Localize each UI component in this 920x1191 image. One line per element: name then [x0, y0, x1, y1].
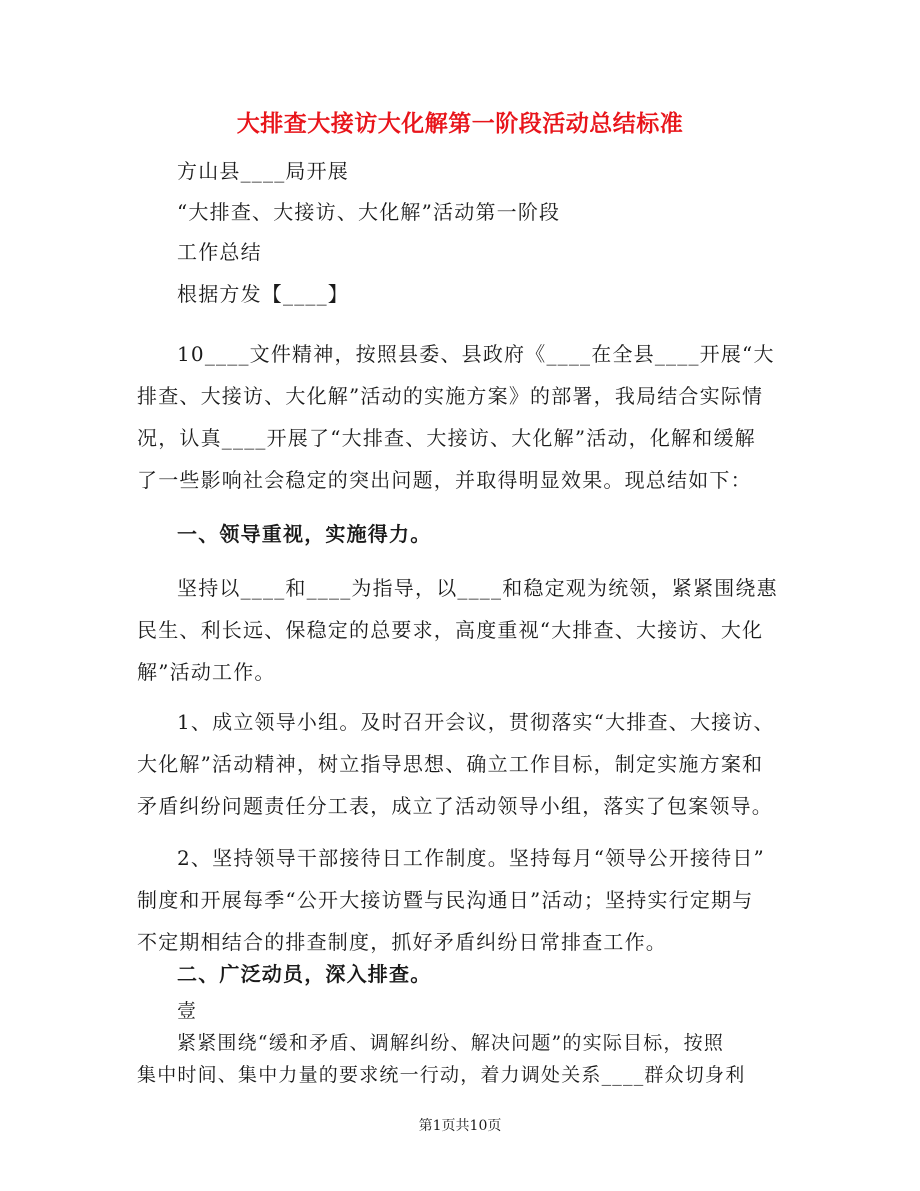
paragraph-line: 2、坚持领导干部接待日工作制度。坚持每月“领导公开接待日”: [177, 846, 765, 870]
paragraph-line: 1、成立领导小组。及时召开会议，贯彻落实“大排查、大接访、: [177, 710, 775, 734]
paragraph-line: 大化解”活动精神，树立指导思想、确立工作目标，制定实施方案和: [137, 752, 764, 776]
section-heading: 一、领导重视，实施得力。: [177, 522, 432, 546]
paragraph-line: 根据方发【____】: [177, 282, 349, 306]
paragraph-line: “大排查、大接访、大化解”活动第一阶段: [177, 200, 561, 224]
paragraph-line: 解”活动工作。: [137, 660, 276, 684]
paragraph-line: 矛盾纠纷问题责任分工表，成立了活动领导小组，落实了包案领导。: [137, 794, 773, 818]
paragraph-line: 不定期相结合的排查制度，抓好矛盾纠纷日常排查工作。: [137, 930, 667, 954]
page-footer: 第1页共10页: [418, 1118, 502, 1134]
paragraph-line: 工作总结: [177, 240, 262, 264]
paragraph-line: 10____文件精神，按照县委、县政府《____在全县____开展“大: [177, 342, 775, 366]
paragraph-line: 制度和开展每季“公开大接访暨与民沟通日”活动；坚持实行定期与: [137, 888, 754, 912]
page-title: 大排查大接访大化解第一阶段活动总结标准: [236, 111, 684, 137]
paragraph-line: 坚持以____和____为指导，以____和稳定观为统领，紧紧围绕惠: [177, 576, 778, 600]
paragraph-line: 集中时间、集中力量的要求统一行动，着力调处关系____群众切身利: [137, 1064, 746, 1086]
paragraph-line: 方山县____局开展: [177, 159, 349, 183]
paragraph-line: 民生、利长远、保稳定的总要求，高度重视“大排查、大接访、大化: [137, 618, 764, 642]
paragraph-line: 壹: [177, 1000, 198, 1022]
section-heading: 二、广泛动员，深入排查。: [177, 962, 432, 986]
paragraph-line: 况，认真____开展了“大排查、大接访、大化解”活动，化解和缓解: [137, 426, 756, 450]
paragraph-line: 排查、大接访、大化解”活动的实施方案》的部署，我局结合实际情: [137, 384, 764, 408]
paragraph-line: 紧紧围绕“缓和矛盾、调解纠纷、解决问题”的实际目标，按照: [177, 1032, 725, 1054]
paragraph-line: 了一些影响社会稳定的突出问题，并取得明显效果。现总结如下：: [137, 468, 752, 492]
